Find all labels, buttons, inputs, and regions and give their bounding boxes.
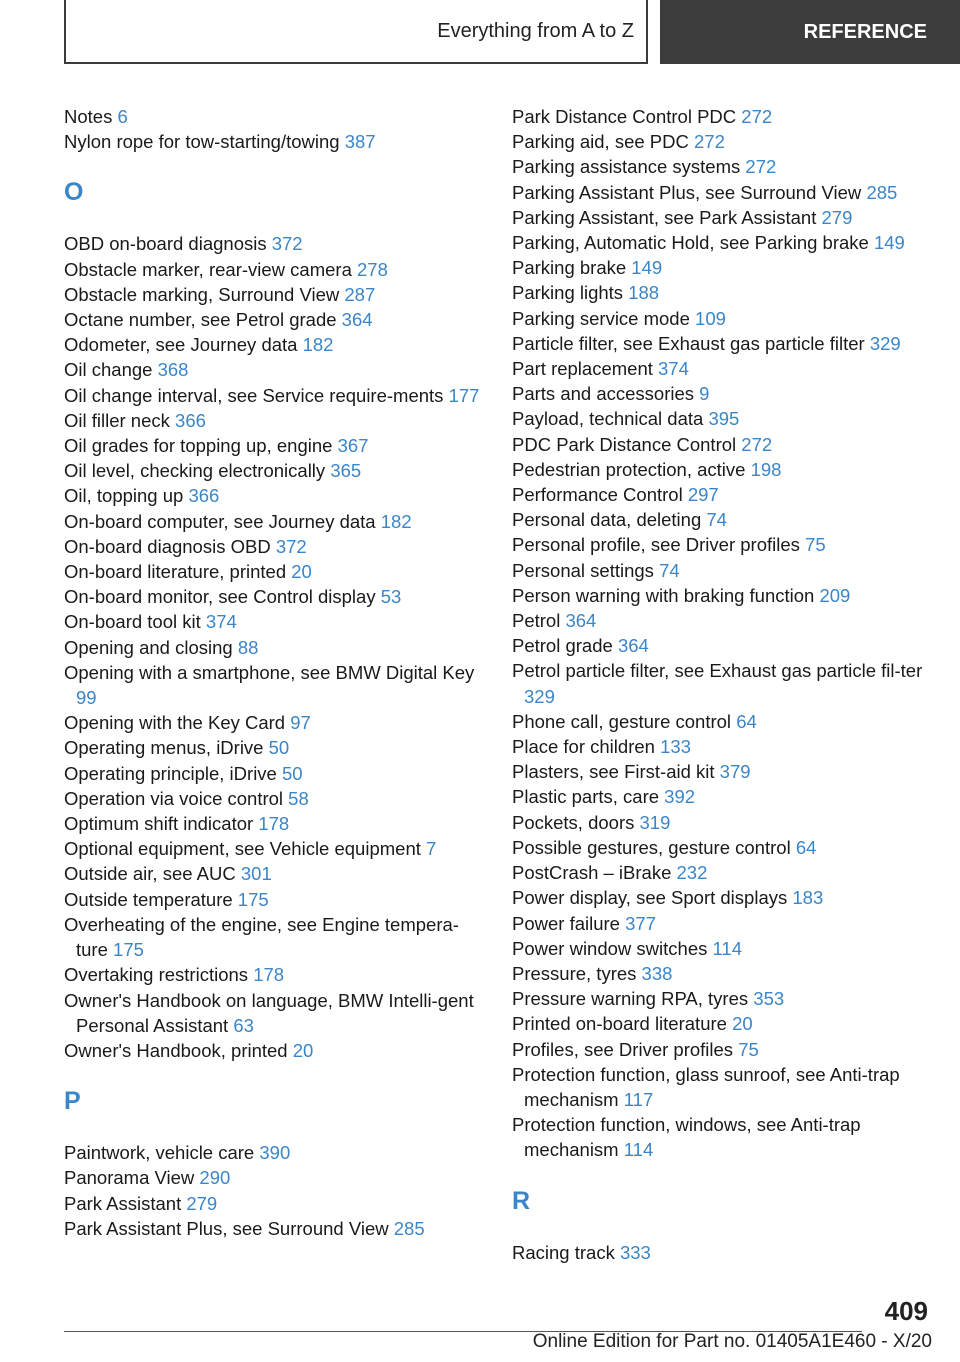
page-reference-link[interactable]: 285: [393, 1217, 425, 1239]
page-reference-link[interactable]: 20: [292, 1039, 314, 1061]
index-entry-term: Operation via voice control: [64, 787, 284, 809]
page-reference-link[interactable]: 272: [694, 131, 725, 153]
index-entry: [64, 660, 484, 710]
page-reference-link[interactable]: 353: [753, 988, 785, 1010]
page-reference-link[interactable]: 75: [805, 534, 826, 556]
page-reference-link[interactable]: 285: [866, 181, 898, 203]
index-entry-term: Owner's Handbook on language, BMW Intelli-gent Personal Assistant: [64, 989, 474, 1036]
page-reference-link[interactable]: 290: [199, 1167, 231, 1189]
page-reference-link[interactable]: 9: [699, 383, 710, 405]
index-entry-term: Paintwork, vehicle care: [64, 1142, 255, 1164]
section-header: [64, 0, 648, 64]
index-entry-term: Parking assistance systems: [512, 156, 741, 178]
page-reference-link[interactable]: 279: [821, 206, 853, 228]
page-reference-link[interactable]: 6: [117, 106, 128, 127]
index-entry: [64, 509, 484, 534]
index-entry-term: Park Assistant Plus, see Surround View: [64, 1217, 389, 1239]
page-reference-link[interactable]: 177: [448, 384, 480, 406]
page-reference-link[interactable]: 232: [676, 862, 708, 884]
index-entry: [512, 432, 932, 457]
index-entry: [512, 406, 932, 431]
index-entry: [64, 1038, 484, 1063]
index-letter-heading: O: [64, 178, 84, 207]
index-entry-term: Obstacle marker, rear-view camera: [64, 258, 352, 280]
page-reference-link[interactable]: 367: [337, 435, 369, 457]
index-entry: [64, 1140, 484, 1165]
index-entry: [512, 280, 932, 305]
index-entry: [512, 532, 932, 557]
index-entry: [64, 231, 484, 256]
index-entry-term: On-board monitor, see Control display: [64, 586, 376, 608]
index-entry-term: Printed on-board literature: [512, 1013, 727, 1035]
page-reference-link[interactable]: 333: [619, 1241, 651, 1263]
page-reference-link[interactable]: 374: [658, 358, 689, 380]
index-column-right: [512, 104, 932, 1265]
index-entry: [512, 835, 932, 860]
index-entry: [512, 936, 932, 961]
index-entry: [512, 734, 932, 759]
index-entry-term: Opening with the Key Card: [64, 712, 286, 734]
index-entry: [64, 534, 484, 559]
page-reference-link[interactable]: 53: [380, 586, 402, 608]
page-reference-link[interactable]: 88: [237, 636, 259, 658]
index-entry: [64, 1216, 484, 1241]
index-entry-term: Power failure: [512, 912, 620, 934]
index-entry: [512, 154, 932, 179]
index-entry: [512, 583, 932, 608]
index-letter-heading: P: [64, 1087, 81, 1116]
page-reference-link[interactable]: 149: [631, 257, 663, 279]
page-reference-link[interactable]: 50: [268, 737, 290, 759]
page-reference-link[interactable]: 114: [712, 937, 742, 959]
page-reference-link[interactable]: 368: [157, 359, 189, 381]
index-entry-term: Petrol particle filter, see Exhaust gas particle fil-ter: [512, 660, 923, 682]
index-entry-term: Personal data, deleting: [512, 509, 702, 531]
index-entry: [512, 205, 932, 230]
page-reference-link[interactable]: 364: [617, 635, 649, 657]
index-entry: [64, 559, 484, 584]
index-entry-term: Plastic parts, care: [512, 786, 660, 808]
index-entry: [64, 332, 484, 357]
page-reference-link[interactable]: 175: [113, 939, 144, 961]
index-entry: [64, 1165, 484, 1190]
page-reference-link[interactable]: 329: [524, 685, 555, 707]
index-entry-term: Obstacle marking, Surround View: [64, 283, 340, 305]
index-entry-term: Phone call, gesture control: [512, 710, 732, 732]
index-entry: [512, 129, 932, 154]
page-reference-link[interactable]: 64: [795, 836, 817, 858]
index-column-left: [64, 104, 484, 1241]
index-entry-term: Parking service mode: [512, 307, 690, 329]
index-entry: [64, 887, 484, 912]
index-entry: [64, 129, 484, 154]
index-entry: [64, 357, 484, 382]
page-reference-link[interactable]: 301: [240, 863, 272, 885]
index-entry-term: Octane number, see Petrol grade: [64, 309, 337, 331]
index-entry: [512, 1240, 932, 1265]
page-reference-link[interactable]: 20: [732, 1013, 753, 1035]
index-entry: [64, 307, 484, 332]
index-entry: [512, 961, 932, 986]
index-entry: [64, 1191, 484, 1216]
index-entry-term: Park Assistant: [64, 1192, 182, 1214]
index-entry-term: Oil, topping up: [64, 485, 184, 507]
page-reference-link[interactable]: 97: [290, 712, 311, 734]
page-reference-link[interactable]: 75: [738, 1038, 759, 1060]
page-reference-link[interactable]: 390: [259, 1142, 291, 1164]
index-entry-term: Pressure warning RPA, tyres: [512, 988, 749, 1010]
reference-tab: [660, 0, 960, 64]
index-entry-term: Oil grades for topping up, engine: [64, 435, 333, 457]
page-reference-link[interactable]: 74: [659, 559, 680, 581]
index-entry: [64, 458, 484, 483]
index-entry: [64, 912, 484, 962]
index-entry-term: Plasters, see First-aid kit: [512, 761, 715, 783]
index-entry-term: Power display, see Sport displays: [512, 887, 788, 909]
index-entry: [512, 1062, 932, 1112]
index-entry-term: Parking aid, see PDC: [512, 131, 689, 153]
page-reference-link[interactable]: 63: [233, 1014, 254, 1036]
page-reference-link[interactable]: 387: [344, 131, 376, 153]
index-entry: [512, 507, 932, 532]
index-entry-term: Racing track: [512, 1241, 615, 1263]
index-entry: [64, 786, 484, 811]
page-reference-link[interactable]: 50: [281, 762, 303, 784]
page-reference-link[interactable]: 175: [237, 888, 269, 910]
index-entry-term: Operating menus, iDrive: [64, 737, 264, 759]
index-entry: [512, 860, 932, 885]
page-reference-link[interactable]: 338: [641, 962, 673, 984]
page-reference-link[interactable]: 272: [741, 433, 773, 455]
page-reference-link[interactable]: 365: [330, 460, 362, 482]
page-reference-link[interactable]: 209: [819, 584, 851, 606]
page-reference-link[interactable]: 198: [750, 458, 782, 480]
page-reference-link[interactable]: 329: [869, 332, 901, 354]
index-entry-term: On-board computer, see Journey data: [64, 510, 376, 532]
page-reference-link[interactable]: 364: [565, 610, 597, 632]
index-entry-term: Oil filler neck: [64, 409, 170, 431]
index-entry: [64, 735, 484, 760]
index-entry: [512, 709, 932, 734]
index-entry-term: Petrol: [512, 610, 561, 632]
index-entry-term: Notes: [64, 106, 113, 127]
page-reference-link[interactable]: 182: [380, 510, 412, 532]
index-entry-term: On-board tool kit: [64, 611, 201, 633]
index-entry-term: PostCrash – iBrake: [512, 862, 672, 884]
index-entry: [512, 331, 932, 356]
index-entry: [512, 306, 932, 331]
index-entry-term: OBD on-board diagnosis: [64, 233, 267, 255]
index-entry-term: Pedestrian protection, active: [512, 458, 746, 480]
index-entry-term: Operating principle, iDrive: [64, 762, 277, 784]
page-reference-link[interactable]: 272: [741, 106, 773, 127]
page-reference-link[interactable]: 364: [341, 309, 373, 331]
index-entry-term: Oil level, checking electronically: [64, 460, 326, 482]
index-entry-term: Owner's Handbook, printed: [64, 1039, 288, 1061]
index-entry-term: Opening and closing: [64, 636, 233, 658]
page-reference-link[interactable]: 297: [687, 484, 719, 506]
page-number: 409: [884, 1296, 928, 1326]
index-entry-term: Parking Assistant Plus, see Surround View: [512, 181, 862, 203]
index-entry-term: Panorama View: [64, 1167, 195, 1189]
page-reference-link[interactable]: 372: [275, 535, 307, 557]
index-entry-term: Place for children: [512, 736, 655, 758]
index-entry: [512, 482, 932, 507]
index-entry-term: On-board literature, printed: [64, 561, 287, 583]
index-entry: [64, 710, 484, 735]
index-entry: [512, 255, 932, 280]
index-entry: [64, 609, 484, 634]
index-entry-term: Oil change interval, see Service require-ments: [64, 384, 444, 406]
index-entry-term: Nylon rope for tow-starting/towing: [64, 131, 340, 153]
index-entry-term: On-board diagnosis OBD: [64, 535, 271, 557]
index-entry: [512, 104, 932, 129]
index-entry: [512, 658, 932, 708]
index-entry-term: Parking lights: [512, 282, 624, 304]
index-entry-term: Overheating of the engine, see Engine tempera-ture: [64, 913, 459, 961]
index-entry-term: Part replacement: [512, 358, 653, 380]
index-entry-term: Personal settings: [512, 559, 654, 581]
index-entry: [64, 433, 484, 458]
index-entry: [512, 608, 932, 633]
index-entry-term: Performance Control: [512, 484, 683, 506]
page-reference-link[interactable]: 178: [258, 813, 290, 835]
index-entry: [64, 104, 484, 129]
index-entry: [512, 381, 932, 406]
reference-tab-label: REFERENCE: [803, 20, 927, 43]
index-entry-term: Oil change: [64, 359, 153, 381]
page-reference-link[interactable]: 114: [623, 1139, 654, 1161]
page-reference-link[interactable]: 74: [706, 509, 727, 531]
index-entry: [512, 230, 932, 255]
page-reference-link[interactable]: 133: [660, 736, 691, 758]
index-entry: [512, 1112, 932, 1162]
index-entry: [512, 911, 932, 936]
page-reference-link[interactable]: 58: [288, 787, 309, 809]
index-entry: [64, 761, 484, 786]
index-entry-term: Optional equipment, see Vehicle equipment: [64, 838, 421, 860]
page-reference-link[interactable]: 178: [253, 964, 285, 986]
index-entry-term: Parts and accessories: [512, 383, 695, 405]
index-entry-term: Parking brake: [512, 257, 627, 279]
index-entry-term: PDC Park Distance Control: [512, 433, 737, 455]
page-reference-link[interactable]: 182: [302, 334, 334, 356]
index-entry-term: Petrol grade: [512, 635, 613, 657]
index-entry: [64, 988, 484, 1038]
index-entry-term: Optimum shift indicator: [64, 813, 254, 835]
index-entry-term: Outside temperature: [64, 888, 233, 910]
page-reference-link[interactable]: 366: [175, 409, 206, 431]
index-entry-term: Opening with a smartphone, see BMW Digital Key: [64, 661, 475, 683]
index-entry-term: Parking, Automatic Hold, see Parking brake: [512, 232, 869, 254]
page-reference-link[interactable]: 395: [708, 408, 740, 430]
index-entry-term: Outside air, see AUC: [64, 863, 236, 885]
index-entry-term: Overtaking restrictions: [64, 964, 249, 986]
index-entry-term: Profiles, see Driver profiles: [512, 1038, 734, 1060]
index-entry-term: Possible gestures, gesture control: [512, 836, 791, 858]
index-entry: [64, 635, 484, 660]
page-reference-link[interactable]: 183: [792, 887, 824, 909]
page-reference-link[interactable]: 377: [625, 912, 656, 934]
index-entry: [64, 282, 484, 307]
index-entry: [512, 558, 932, 583]
index-entry-term: Pressure, tyres: [512, 962, 637, 984]
index-entry: [64, 584, 484, 609]
page-reference-link[interactable]: 278: [357, 258, 388, 280]
index-entry: [64, 483, 484, 508]
page-reference-link[interactable]: 117: [623, 1088, 654, 1110]
index-entry: [512, 180, 932, 205]
index-entry: [512, 759, 932, 784]
page-reference-link[interactable]: 20: [291, 561, 312, 583]
index-entry: [512, 356, 932, 381]
index-entry: [512, 986, 932, 1011]
index-entry: [64, 383, 484, 408]
index-entry: [512, 1011, 932, 1036]
index-entry-term: Protection function, glass sunroof, see Anti-trap mechanism: [512, 1063, 900, 1110]
index-entry: [64, 861, 484, 886]
page-reference-link[interactable]: 379: [719, 761, 751, 783]
page-reference-link[interactable]: 188: [628, 282, 660, 304]
page-reference-link[interactable]: 372: [271, 233, 303, 255]
index-entry: [64, 408, 484, 433]
index-entry: [512, 457, 932, 482]
index-entry: [512, 885, 932, 910]
index-entry: [64, 257, 484, 282]
index-entry-term: Parking Assistant, see Park Assistant: [512, 206, 817, 228]
page-reference-link[interactable]: 392: [664, 786, 696, 808]
page-reference-link[interactable]: 272: [745, 156, 777, 178]
index-entry: [64, 836, 484, 861]
index-entry-term: Pockets, doors: [512, 811, 635, 833]
page-reference-link[interactable]: 109: [695, 307, 726, 329]
index-entry-term: Power window switches: [512, 937, 708, 959]
index-entry: [512, 784, 932, 809]
index-entry: [512, 1037, 932, 1062]
page-reference-link[interactable]: 99: [76, 687, 97, 709]
index-entry-term: Particle filter, see Exhaust gas particle filter: [512, 332, 865, 354]
page-reference-link[interactable]: 279: [186, 1192, 218, 1214]
page-reference-link[interactable]: 366: [188, 485, 220, 507]
index-entry: [512, 810, 932, 835]
index-entry-term: Protection function, windows, see Anti-trap mechanism: [512, 1114, 861, 1161]
page-reference-link[interactable]: 64: [736, 710, 757, 732]
section-title: Everything from A to Z: [437, 19, 634, 42]
page-reference-link[interactable]: 374: [205, 611, 237, 633]
index-letter-heading: R: [512, 1186, 531, 1215]
index-entry: [512, 633, 932, 658]
index-entry: [64, 811, 484, 836]
index-entry-term: Personal profile, see Driver profiles: [512, 534, 800, 556]
index-entry-term: Odometer, see Journey data: [64, 334, 298, 356]
page-reference-link[interactable]: 287: [344, 283, 376, 305]
index-entry: [64, 962, 484, 987]
page-reference-link[interactable]: 319: [639, 811, 671, 833]
page-reference-link[interactable]: 149: [873, 232, 905, 254]
edition-text: Online Edition for Part no. 01405A1E460 - X/20: [532, 1331, 932, 1352]
page-reference-link[interactable]: 7: [426, 838, 437, 860]
index-entry-term: Payload, technical data: [512, 408, 704, 430]
index-entry-term: Park Distance Control PDC: [512, 106, 737, 127]
index-entry-term: Person warning with braking function: [512, 584, 815, 606]
